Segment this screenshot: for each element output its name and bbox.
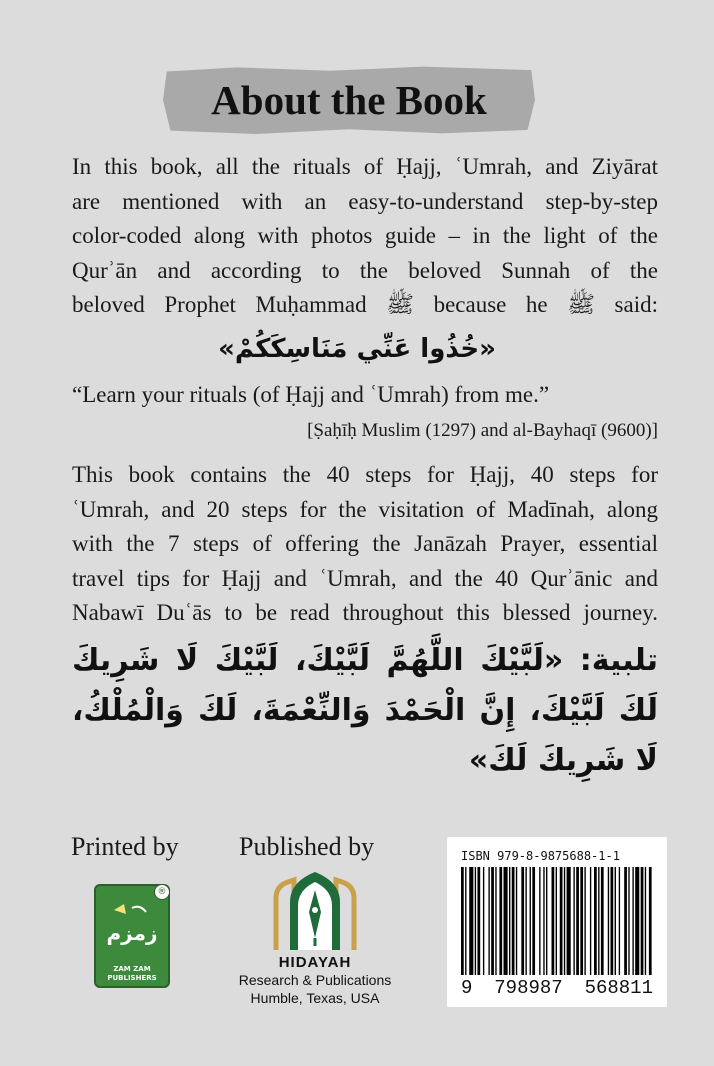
barcode-bar bbox=[556, 867, 557, 975]
barcode-bar bbox=[590, 867, 591, 975]
intro-line: beloved Prophet Muḥammad ﷺ because he ﷺ said: bbox=[72, 292, 658, 317]
zamzam-calligraphy: زمزم bbox=[106, 921, 158, 945]
barcode-bar bbox=[475, 867, 476, 975]
barcode-bar bbox=[509, 867, 510, 975]
barcode-bar bbox=[632, 867, 633, 975]
barcode-bar bbox=[491, 867, 494, 975]
contents-line: ʿUmrah, and 20 steps for the visitation of Madīnah, along bbox=[72, 496, 658, 522]
barcode-bar bbox=[576, 867, 579, 975]
barcode-bar bbox=[552, 867, 555, 975]
barcode-bar bbox=[521, 867, 524, 975]
barcode-bar bbox=[649, 867, 652, 975]
hadith-translation: “Learn your rituals (of Ḥajj and ʿUmrah) from me.” bbox=[72, 382, 550, 407]
barcode-bar bbox=[483, 867, 484, 975]
barcode-bar bbox=[615, 867, 616, 975]
hadith-source: [Ṣaḥīḥ Muslim (1297) and al-Bayhaqī (9600)] bbox=[307, 420, 658, 441]
published-by-label: Published by bbox=[239, 832, 375, 861]
zamzam-caption-line1: ZAM ZAM bbox=[113, 965, 151, 973]
barcode-bar bbox=[530, 867, 531, 975]
contents-line: This book contains the 40 steps for Ḥajj, 40 steps for bbox=[72, 462, 658, 487]
barcode-bar bbox=[539, 867, 540, 975]
barcode-bar bbox=[465, 867, 466, 975]
barcode-bar bbox=[512, 867, 515, 975]
hidayah-location: Humble, Texas, USA bbox=[250, 990, 380, 1006]
intro-line: Qurʾān and according to the beloved Sunnah of the bbox=[72, 257, 658, 283]
barcode-digit-group: 798987 bbox=[494, 977, 563, 999]
barcode-bars-icon bbox=[461, 867, 653, 975]
barcode-bar bbox=[525, 867, 526, 975]
barcode-bar bbox=[573, 867, 574, 975]
barcode-bar bbox=[495, 867, 496, 975]
barcode-bar bbox=[516, 867, 517, 975]
barcode-bar bbox=[560, 867, 563, 975]
zamzam-emblem-icon bbox=[106, 900, 158, 956]
barcode-digit-group: 568811 bbox=[584, 977, 653, 999]
barcode-bar bbox=[580, 867, 583, 975]
barcode-bar bbox=[532, 867, 535, 975]
barcode-bar bbox=[594, 867, 597, 975]
barcode-bar bbox=[488, 867, 489, 975]
barcode-bar bbox=[477, 867, 480, 975]
intro-line: In this book, all the rituals of Ḥajj, ʿUmrah, and Ziyārat bbox=[72, 154, 658, 179]
contents-paragraph bbox=[72, 458, 658, 631]
zamzam-caption bbox=[96, 965, 168, 983]
printed-by-label: Printed by bbox=[71, 832, 179, 861]
barcode-bar bbox=[469, 867, 473, 975]
barcode-bar bbox=[564, 867, 565, 975]
isbn-barcode bbox=[447, 837, 667, 1007]
barcode-bar bbox=[645, 867, 646, 975]
contents-line: with the 7 steps of offering the Janāzah Prayer, essential bbox=[72, 531, 658, 556]
barcode-bar bbox=[624, 867, 627, 975]
contents-line: travel tips for Ḥajj and ʿUmrah, and the 40 Qurʾānic and bbox=[72, 565, 658, 591]
barcode-bar bbox=[461, 867, 464, 975]
hidayah-name: HIDAYAH bbox=[278, 954, 352, 971]
barcode-bar bbox=[601, 867, 604, 975]
barcode-bar bbox=[598, 867, 599, 975]
barcode-bar bbox=[635, 867, 639, 975]
barcode-bar bbox=[608, 867, 609, 975]
barcode-bar bbox=[619, 867, 620, 975]
isbn-label: ISBN 979-8-9875688-1-1 bbox=[461, 849, 620, 863]
zamzam-caption-line2: PUBLISHERS bbox=[107, 974, 157, 982]
registered-mark: ® bbox=[154, 884, 170, 900]
barcode-bar bbox=[641, 867, 644, 975]
barcode-bar bbox=[504, 867, 508, 975]
contents-line: Nabawī Duʿās to be read throughout this blessed journey. bbox=[72, 600, 658, 625]
intro-paragraph bbox=[72, 150, 658, 323]
zamzam-logo bbox=[94, 884, 170, 988]
barcode-bar bbox=[543, 867, 544, 975]
barcode-digit-group: 9 bbox=[461, 977, 473, 999]
hidayah-emblem-icon bbox=[268, 868, 362, 952]
intro-line: color-coded along with photos guide – in the light of the bbox=[72, 223, 658, 248]
barcode-bar bbox=[546, 867, 547, 975]
barcode-digits bbox=[461, 977, 653, 999]
intro-line: are mentioned with an easy-to-understand step-by-step bbox=[72, 188, 658, 214]
barcode-bar bbox=[628, 867, 629, 975]
barcode-bar bbox=[499, 867, 502, 975]
page-title: About the Book bbox=[211, 77, 487, 123]
barcode-bar bbox=[567, 867, 571, 975]
barcode-bar bbox=[584, 867, 585, 975]
hidayah-subtitle: Research & Publications bbox=[238, 972, 392, 988]
barcode-bar bbox=[610, 867, 613, 975]
talbiyah-arabic: تلبية: «لَبَّيْكَ اللَّهُمَّ لَبَّيْكَ، لَبَّيْكَ لَا شَرِيكَ لَكَ لَبَّيْكَ، إِنَّ الْحَمْدَ وَالنِّعْمَةَ، لَكَ وَالْمُلْكُ، لَا شَرِيكَ لَكَ» bbox=[72, 643, 658, 778]
hadith-arabic: «خُذُوا عَنِّي مَنَاسِكَكُمْ» bbox=[218, 334, 496, 364]
